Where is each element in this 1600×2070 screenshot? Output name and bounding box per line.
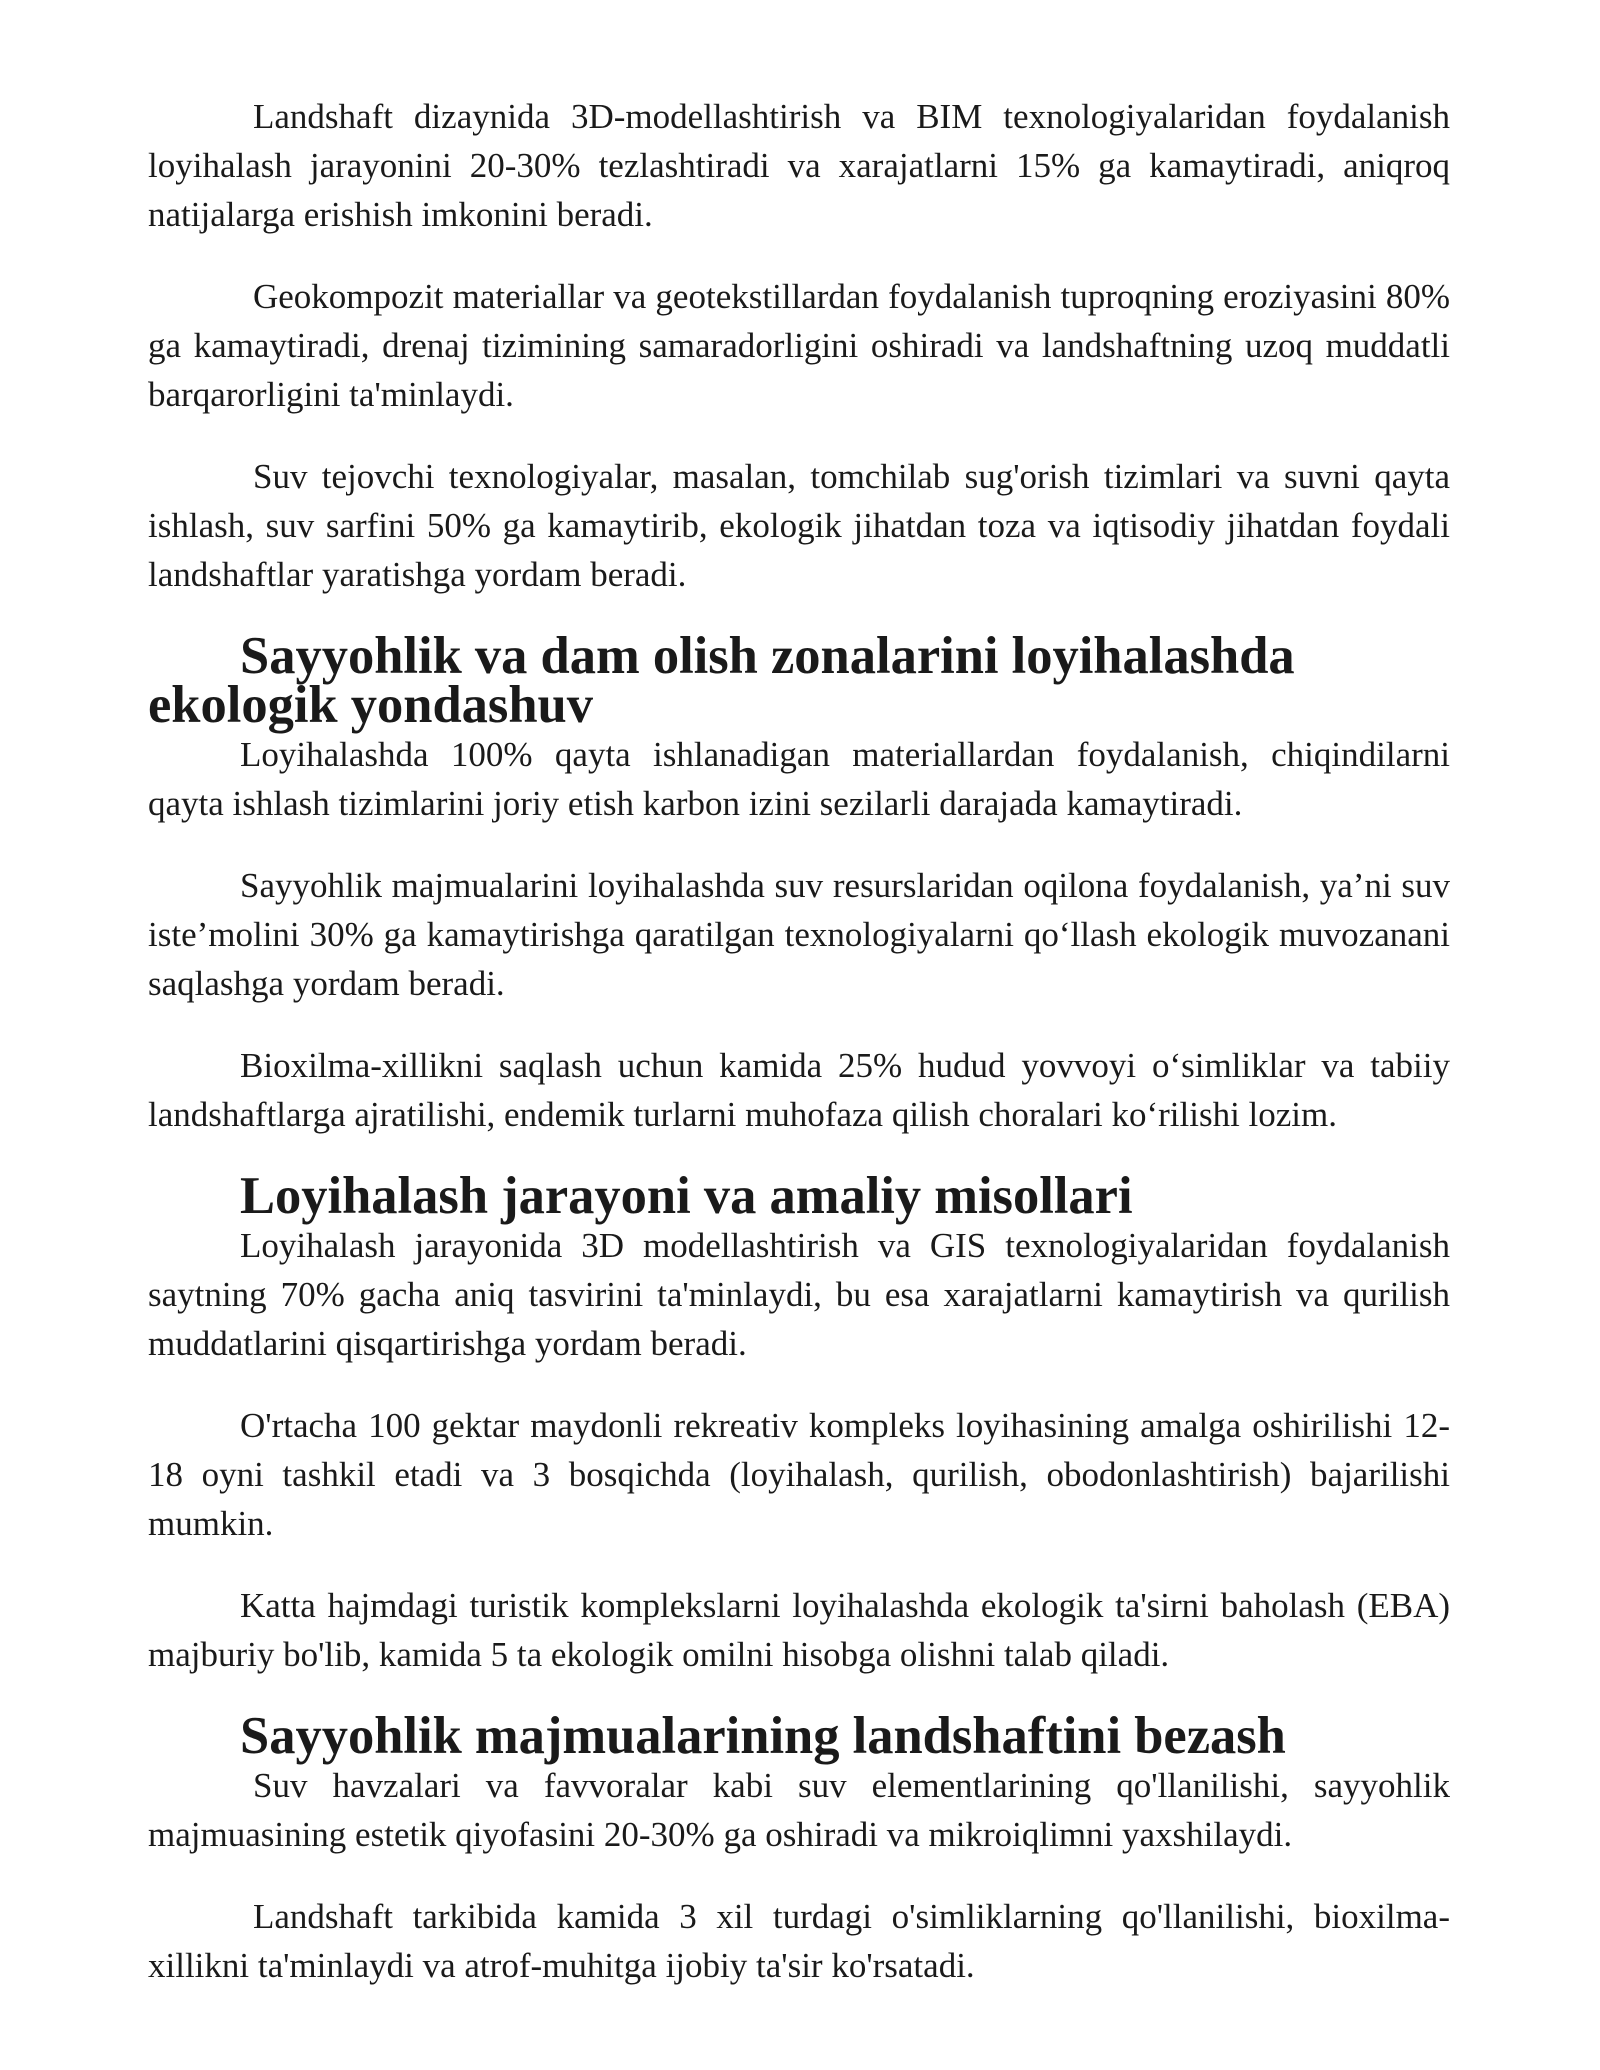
document-body [148,92,1450,2023]
paragraph-water-resources: Sayyohlik majmualarini loyihalashda suv resurslaridan oqilona foydalanish, ya’ni suv iste’molini 30% ga kamaytirishga qaratilgan texnologiyalarni qo‘llash ekologik muvozanani saqlashga yordam beradi. [148,866,1450,1003]
paragraph-water-elements: Suv havzalari va favvoralar kabi suv elementlarining qo'llanilishi, sayyohlik majmuasining estetik qiyofasini 20-30% ga oshiradi va mikroiqlimni yaxshilaydi. [148,1766,1450,1854]
paragraph-3d-bim: Landshaft dizaynida 3D-modellashtirish va BIM texnologiyalaridan foydalanish loyihalash jarayonini 20-30% tezlashtiradi va xarajatlarni 15% ga kamaytiradi, aniqroq natijalarga erishish imkonini beradi. [148,97,1450,234]
paragraph-water-saving: Suv tejovchi texnologiyalar, masalan, tomchilab sug'orish tizimlari va suvni qayta ishlash, suv sarfini 50% ga kamaytirib, ekologik jihatdan toza va iqtisodiy jihatdan foydali landshaftlar yaratishga yordam beradi. [148,457,1450,594]
paragraph-100-hectare: O'rtacha 100 gektar maydonli rekreativ kompleks loyihasining amalga oshirilishi 12-18 oyni tashkil etadi va 3 bosqichda (loyihalash, qurilish, obodonlashtirish) bajarilishi mumkin. [148,1406,1450,1543]
paragraph-recycled-materials: Loyihalashda 100% qayta ishlanadigan materiallardan foydalanish, chiqindilarni qayta ishlash tizimlarini joriy etish karbon izini sezilarli darajada kamaytiradi. [148,735,1450,823]
paragraph-eba: Katta hajmdagi turistik komplekslarni loyihalashda ekologik ta'sirni baholash (EBA) majburiy bo'lib, kamida 5 ta ekologik omilni hisobga olishni talab qiladi. [148,1586,1450,1674]
section-heading-ecological-approach: Sayyohlik va dam olish zonalarini loyihalashda ekologik yondashuv [148,627,1295,734]
paragraph-gis: Loyihalash jarayonida 3D modellashtirish va GIS texnologiyalaridan foydalanish saytning 70% gacha aniq tasvirini ta'minlaydi, bu esa xarajatlarni kamaytirish va qurilish muddatlarini qisqartirishga yordam beradi. [148,1226,1450,1363]
paragraph-plant-types: Landshaft tarkibida kamida 3 xil turdagi o'simliklarning qo'llanilishi, bioxilma-xillikni ta'minlaydi va atrof-muhitga ijobiy ta'sir ko'rsatadi. [148,1897,1450,1985]
paragraph-geocomposite: Geokompozit materiallar va geotekstillardan foydalanish tuproqning eroziyasini 80% ga kamaytiradi, drenaj tizimining samaradorligini oshiradi va landshaftning uzoq muddatli barqarorligini ta'minlaydi. [148,277,1450,414]
paragraph-biodiversity: Bioxilma-xillikni saqlash uchun kamida 25% hudud yovvoyi o‘simliklar va tabiiy landshaftlarga ajratilishi, endemik turlarni muhofaza qilish choralari ko‘rilishi lozim. [148,1046,1450,1134]
section-heading-landscape-decoration: Sayyohlik majmualarining landshaftini bezash [240,1707,1286,1765]
section-heading-design-process: Loyihalash jarayoni va amaliy misollari [240,1167,1133,1225]
